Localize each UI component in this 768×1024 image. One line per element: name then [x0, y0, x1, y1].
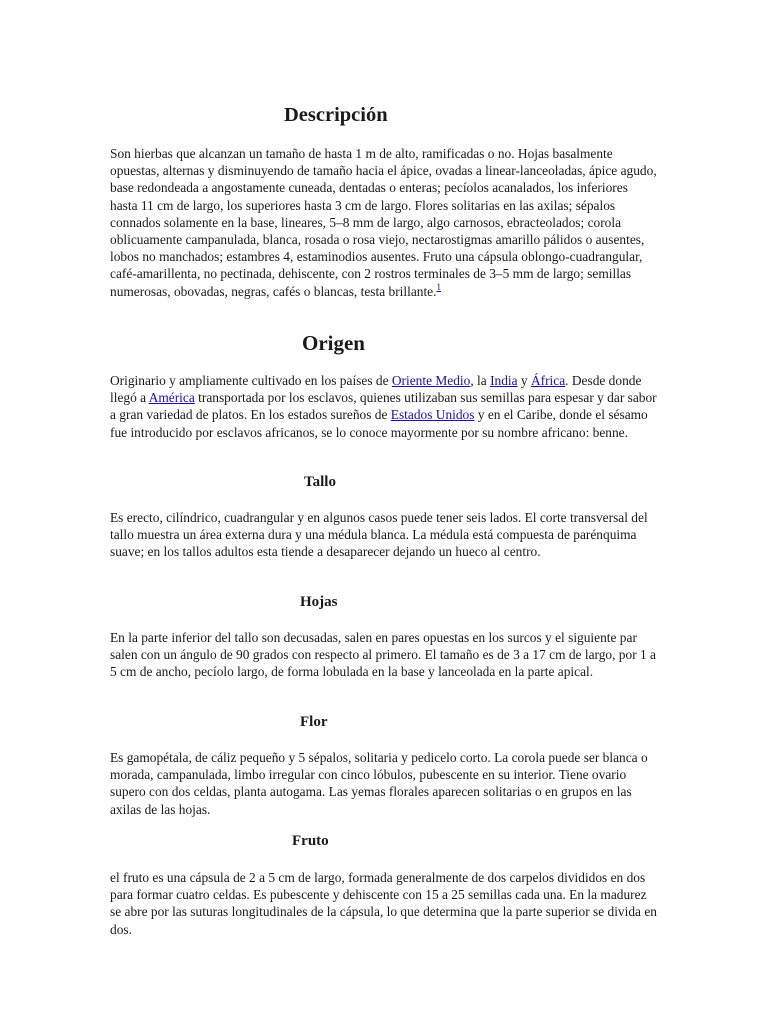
heading-descripcion: Descripción [284, 104, 388, 126]
origen-text-1: Originario y ampliamente cultivado en los países de [110, 373, 392, 388]
link-india[interactable]: India [490, 373, 518, 388]
link-estados-unidos[interactable]: Estados Unidos [390, 407, 475, 423]
paragraph-flor: Es gamopétala, de cáliz pequeño y 5 sépalos, solitaria y pedicelo corto. La corola puede ser blanca o morada, campanulada, limbo irregular con cinco lóbulos, pubescente en su interior. Tiene ovario supero con dos celdas, planta autogama. Las yemas florales aparecen solitarias o en grupos en las axilas de las hojas. [110, 750, 648, 817]
origen-text-4: . Desde donde llegó a [110, 373, 642, 406]
origen-text-2: , la [470, 373, 491, 388]
paragraph-hojas: En la parte inferior del tallo son decusadas, salen en pares opuestas en los surcos y el siguiente par salen con un ángulo de 90 grados con respecto al primero. El tamaño es de 3 a 17 cm de largo, por 1 a 5 cm de ancho, pecíolo largo, de forma lobulada en la base y lanceolada en la parte apical. [110, 630, 656, 680]
heading-flor: Flor [300, 714, 328, 730]
paragraph-descripcion [110, 145, 658, 300]
reference-link-1[interactable]: 1 [436, 281, 441, 292]
heading-tallo: Tallo [304, 474, 336, 490]
paragraph-origen [110, 372, 658, 441]
paragraph-fruto: el fruto es una cápsula de 2 a 5 cm de largo, formada generalmente de dos carpelos divididos en dos para formar cuatro celdas. Es pubescente y dehiscente con 15 a 25 semillas cada una. En la madurez se abre por las suturas longitudinales de la cápsula, lo que determina que la parte superior se divida en dos. [110, 870, 657, 937]
descripcion-text: Son hierbas que alcanzan un tamaño de hasta 1 m de alto, ramificadas o no. Hojas basalmente opuestas, alternas y disminuyendo de tamaño hacia el ápice, ovadas a linear-lanceoladas, ápice agudo, base redondeada a angostamente cuneada, dentadas o enteras; pecíolos acanalados, los inferiores hasta 11 cm de largo, los superiores hasta 3 cm de largo. Flores solitarias en las axilas; sépalos connados solamente en la base, lineares, 5–8 mm de largo, algo carnosos, ebracteolados; corola oblicuamente campanulada, blanca, rosada o rosa viejo, nectarostigmas amarillo pálidos o ausentes, lobos no manchados; estambres 4, estaminodios ausentes. Fruto una cápsula oblongo-cuadrangular, café-amarillenta, no pectinada, dehiscente, con 2 rostros terminales de 3–5 mm de largo; semillas numerosas, obovadas, negras, cafés o blancas, testa brillante. [110, 146, 657, 299]
paragraph-tallo: Es erecto, cilíndrico, cuadrangular y en algunos casos puede tener seis lados. El corte transversal del tallo muestra un área externa dura y una médula blanca. La médula está compuesta de parénquima suave; en los tallos adultos esta tiende a desaparecer dejando un hueco al centro. [110, 510, 648, 560]
link-africa[interactable]: África [530, 373, 566, 388]
heading-origen: Origen [302, 331, 365, 355]
origen-text-5: transportada por los esclavos, quienes utilizaban sus semillas para espesar y dar sabor a gran variedad de platos. En los estados sureños de [110, 390, 657, 423]
heading-fruto: Fruto [292, 833, 329, 849]
heading-hojas: Hojas [300, 594, 338, 610]
origen-text-3: y [517, 373, 531, 388]
origen-text-6: y en el Caribe, donde el sésamo fue introducido por esclavos africanos, se lo conoce mayormente por su nombre africano: benne. [110, 407, 648, 440]
link-oriente-medio[interactable]: Oriente Medio [391, 373, 471, 388]
link-america[interactable]: América [148, 390, 195, 406]
reference-superscript [436, 282, 441, 292]
